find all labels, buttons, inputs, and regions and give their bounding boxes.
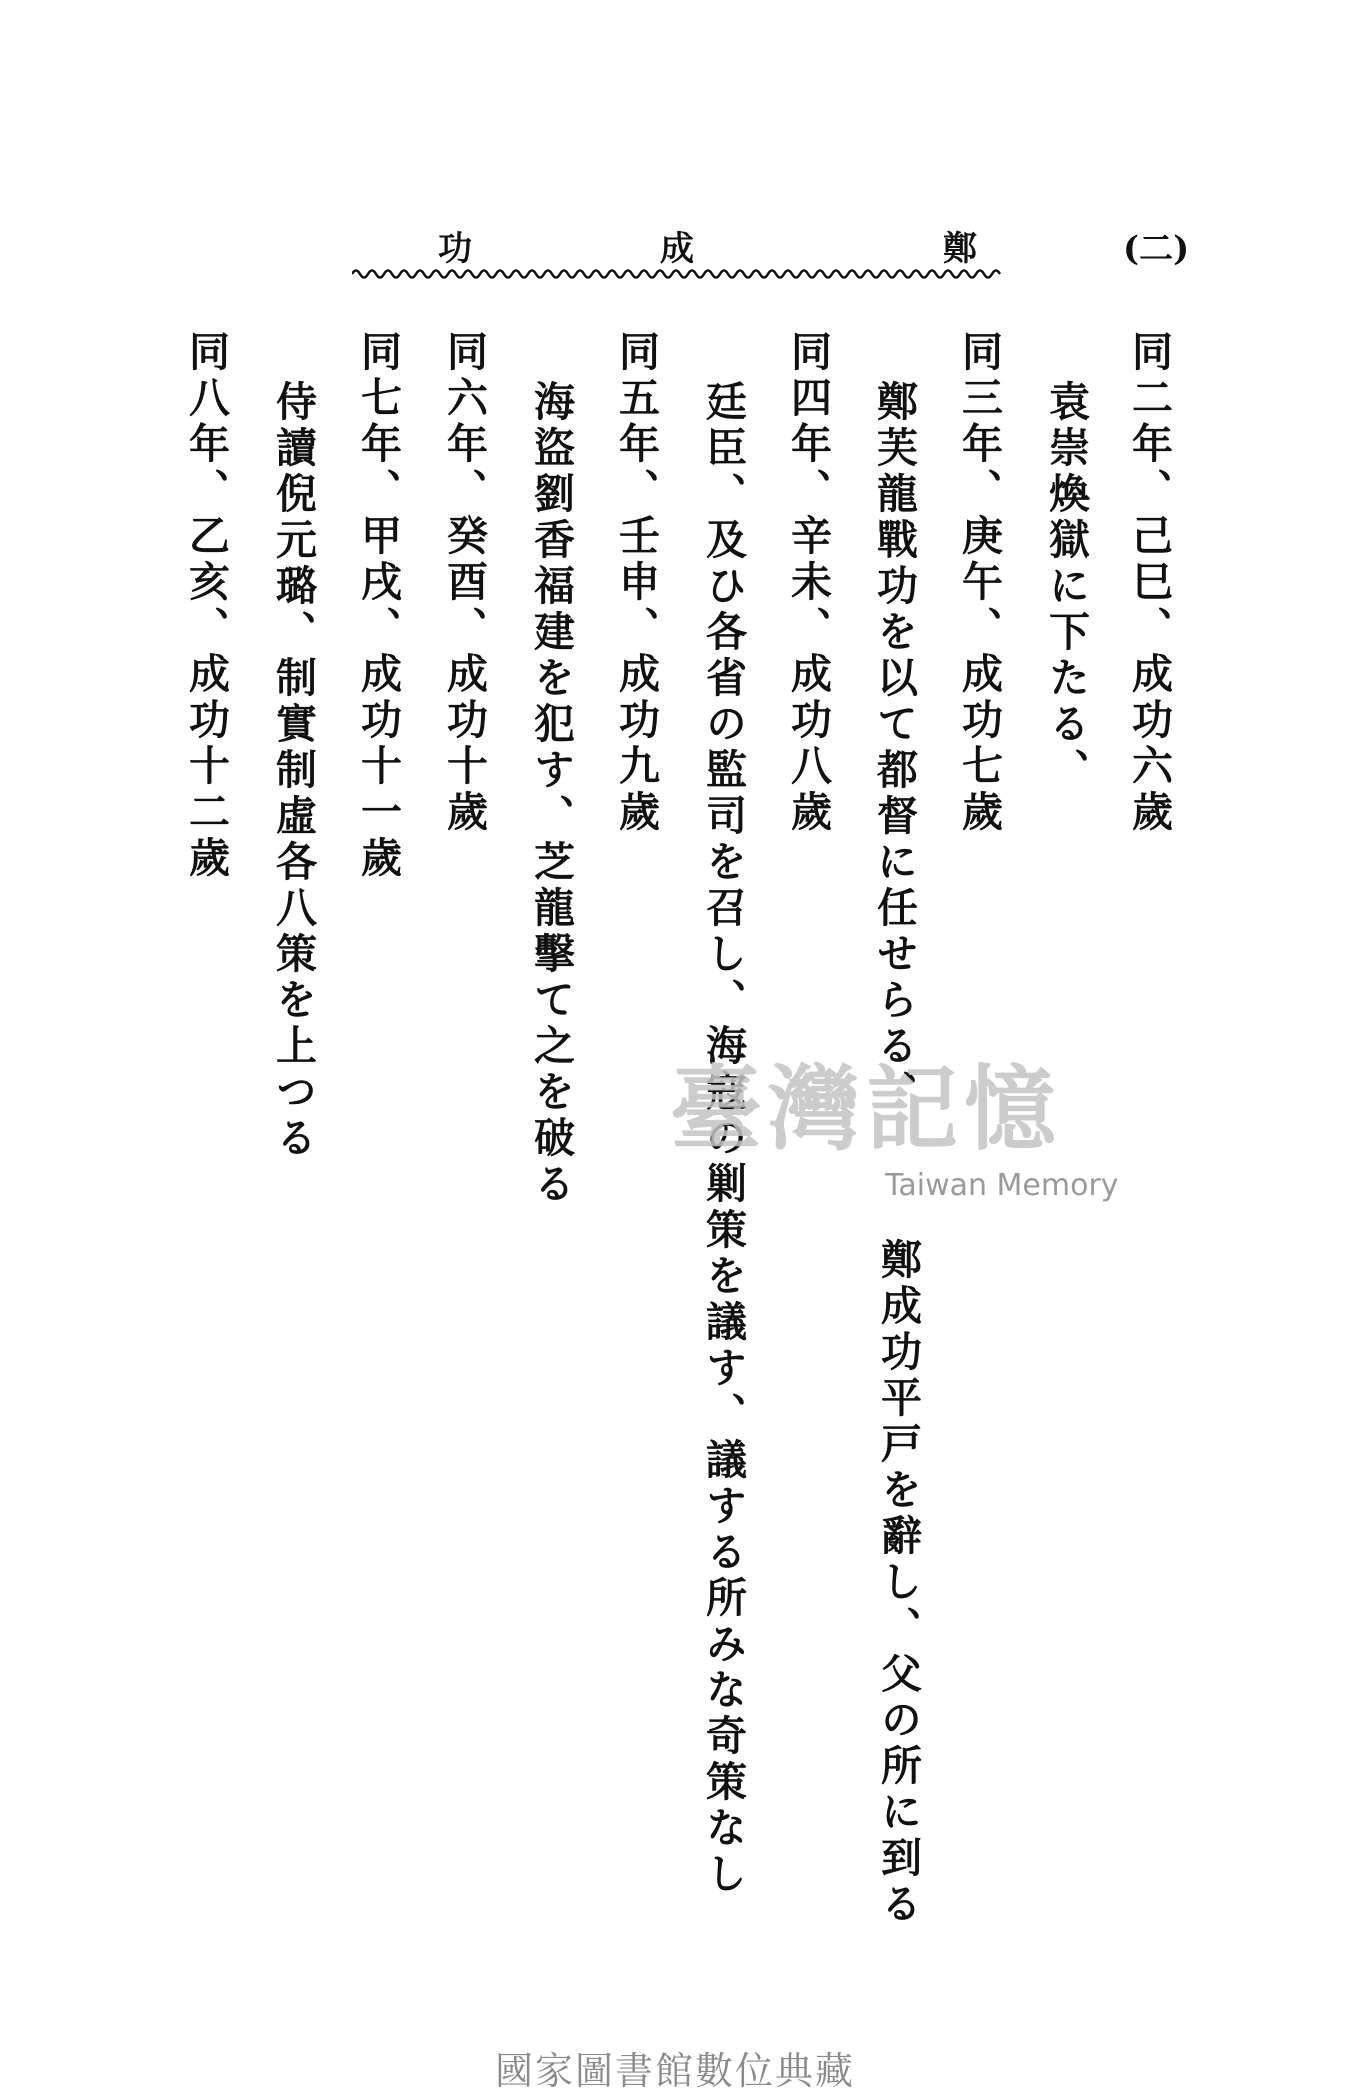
footer-collection-credit: 國家圖書館數位典藏 [494,2049,855,2093]
text-column-6: 同四年、辛未、成功八歲 [784,330,832,836]
text-column-8: 同五年、壬申、成功九歲 [612,330,660,836]
page-number: (二) [1123,229,1190,269]
text-column-10: 同六年、癸酉、成功十歲 [440,330,488,836]
text-column-3: 鄭成功平戸を辭し、父の所に到る [874,1238,922,1928]
header-title-char-2: 成 [660,229,694,269]
header-title-char-1: 鄭 [943,229,977,269]
header-title-char-3: 功 [438,229,472,269]
text-column-11: 同七年、甲戌、成功十一歲 [354,330,402,882]
text-column-4: 同三年、庚午、成功七歲 [955,330,1003,836]
text-column-2: 袁崇煥獄に下たる、 [1042,380,1090,794]
watermark-english: Taiwan Memory [885,1168,1119,1203]
text-column-1: 同二年、己巳、成功六歲 [1125,330,1173,836]
text-column-12: 侍讀倪元璐、制實制虛各八策を上つる [269,380,317,1162]
watermark-chinese: 臺灣記憶 [670,1055,1063,1163]
text-column-13: 同八年、乙亥、成功十二歲 [182,330,230,882]
text-column-7: 廷臣、及ひ各省の監司を召し、海寇の剿策を議す、議する所みな奇策なし [699,380,747,1898]
text-column-9: 海盜劉香福建を犯す、芝龍擊て之を破る [527,380,575,1208]
text-column-5: 鄭芙龍戰功を以て都督に任せらる、 [870,380,918,1116]
header-wavy-rule [352,265,1004,283]
